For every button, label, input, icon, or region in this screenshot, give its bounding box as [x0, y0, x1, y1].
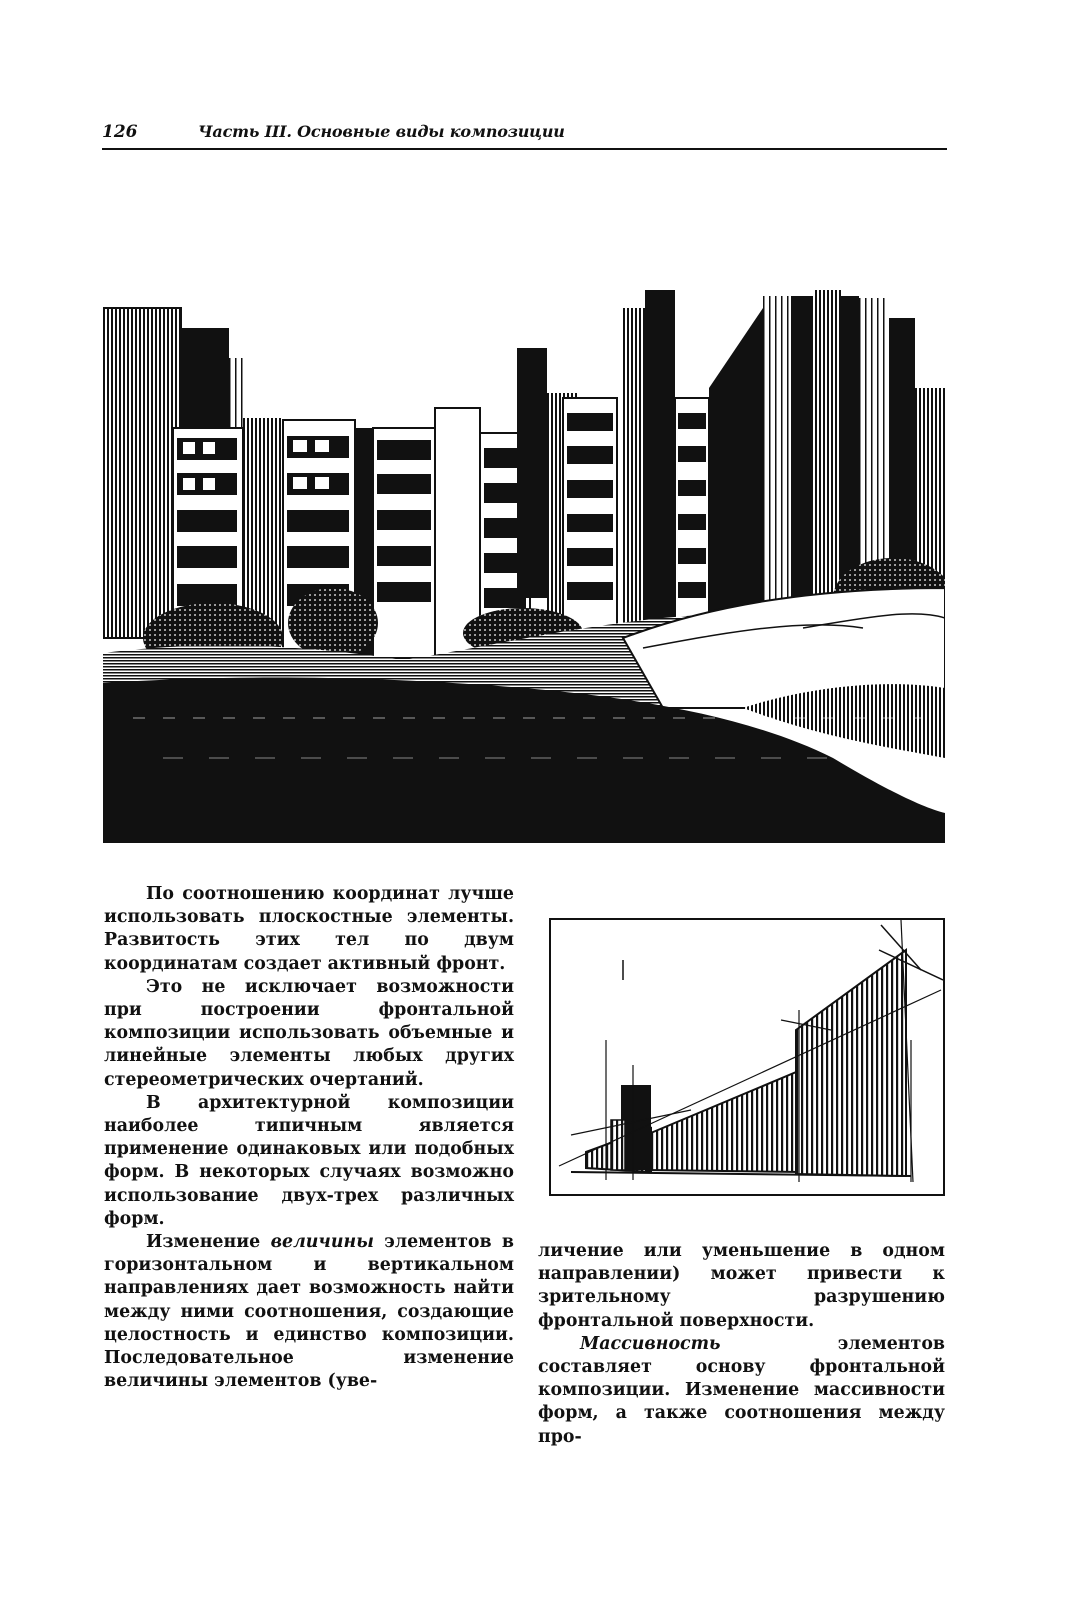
residential-buildings-sketch-icon: [103, 288, 945, 843]
frontal-composition-sketch-icon: [549, 918, 945, 1196]
right-text-column: [538, 1240, 945, 1449]
paragraph: Это не исключает возможности при построении фронтальной композиции использовать объемные и линейные элементы любых других стереометрических очертаний.: [104, 976, 514, 1090]
text-run: элементов в горизонтальном и вертикальном направлениях дает возможность найти между ними соотношения, создающие целостность и единство композиции. Последовательное изменение величины элементов (уве-: [104, 1232, 515, 1392]
paragraph: По соотношению координат лучше использовать плоскостные элементы. Развитость этих тел по двум координатам создает активный фронт.: [104, 884, 514, 974]
emphasis-term: величины: [270, 1232, 374, 1253]
paragraph: В архитектурной композиции наиболее типичным является применение одинаковых или подобных форм. В некоторых случаях возможно использование двух-трех различных форм.: [104, 1092, 514, 1229]
paragraph: [538, 1333, 945, 1449]
header-rule: [102, 148, 947, 150]
paragraph: [104, 1231, 514, 1393]
left-text-column: [104, 883, 514, 1393]
paragraph: личение или уменьшение в одном направлении) может привести к зрительному разрушению фронтальной поверхности.: [538, 1241, 945, 1331]
running-title: Часть III. Основные виды композиции: [198, 122, 565, 141]
text-run: Изменение: [146, 1232, 271, 1253]
text-run: элементов составляет основу фронтальной композиции. Изменение массивности форм, а также соотношения между про-: [538, 1333, 945, 1447]
page-number: 126: [102, 122, 138, 142]
emphasis-term: Массивность: [580, 1333, 721, 1354]
